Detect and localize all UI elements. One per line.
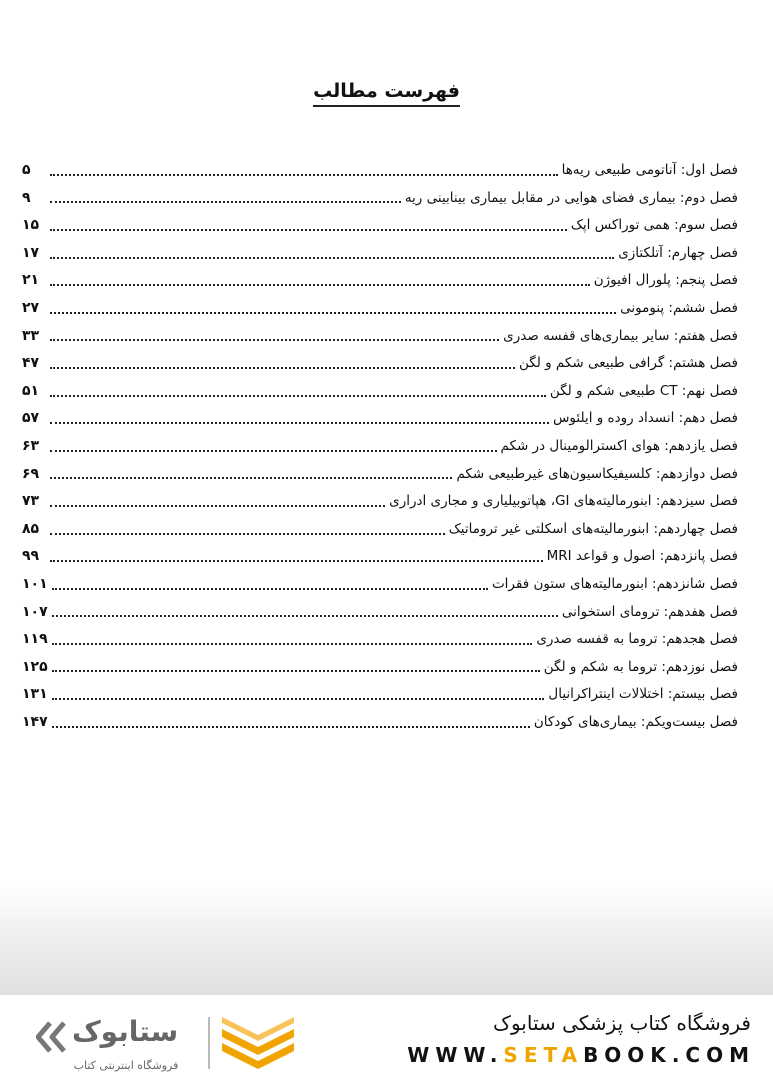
toc-chapter-title: فصل چهارم: آتلکتازی: [618, 244, 738, 261]
dot-leader: [50, 367, 515, 369]
toc-chapter-title: فصل یازدهم: هوای اکسترالومینال در شکم: [500, 437, 738, 454]
dot-leader: [50, 477, 452, 479]
toc-page-number: ۹: [22, 189, 31, 206]
toc-page-number: ۱۵: [22, 217, 40, 234]
toc-row[interactable]: [22, 516, 738, 544]
page-title: [0, 80, 773, 102]
toc-page-number: ۵۷: [22, 410, 40, 427]
url-part-highlight-1: SETA: [503, 1043, 584, 1067]
dot-leader: [52, 643, 533, 645]
logo-wordmark: ستابوک: [72, 1015, 179, 1048]
toc-chapter-title: فصل هفدهم: ترومای استخوانی: [561, 603, 738, 620]
toc-row[interactable]: [22, 185, 738, 213]
store-url[interactable]: [407, 1043, 755, 1067]
toc-chapter-title: فصل نهم: CT طبیعی شکم و لگن: [549, 382, 738, 399]
toc-chapter-title: فصل بیستم: اختلالات اینتراکرانیال: [548, 686, 738, 703]
toc-row[interactable]: [22, 405, 738, 433]
toc-page-number: ۵: [22, 162, 31, 178]
dot-leader: [50, 560, 543, 562]
dot-leader: [52, 698, 545, 700]
toc-chapter-title: فصل پنجم: پلورال افیوژن: [593, 272, 738, 289]
page-title-text: فهرست مطالب: [313, 80, 460, 107]
toc-chapter-title: فصل هشتم: گرافی طبیعی شکم و لگن: [518, 355, 738, 372]
toc-row[interactable]: [22, 654, 738, 682]
toc-chapter-title: فصل نوزدهم: تروما به شکم و لگن: [543, 658, 738, 675]
toc-page-number: ۱۲۵: [22, 658, 48, 675]
dot-leader: [50, 339, 499, 341]
logo-tagline: فروشگاه اینترنتی کتاب: [73, 1059, 179, 1072]
toc-chapter-title: فصل هجدهم: تروما به قفسه صدری: [536, 631, 738, 648]
toc-row[interactable]: [22, 212, 738, 240]
toc-row[interactable]: [22, 350, 738, 378]
toc-page-number: ۵۱: [22, 382, 40, 399]
toc-chapter-title: فصل هفتم: سایر بیماری‌های قفسه صدری: [503, 327, 738, 344]
dot-leader: [50, 395, 546, 397]
toc-page-number: ۶۳: [22, 437, 40, 454]
url-part-prefix: WWW.: [407, 1043, 504, 1067]
toc-row[interactable]: [22, 571, 738, 599]
toc-chapter-title: فصل سوم: همی توراکس اپک: [570, 217, 738, 234]
toc-page-number: ۱۳۱: [22, 686, 48, 703]
toc-page-number: ۹۹: [22, 548, 40, 565]
toc-page-number: ۱۰۷: [22, 603, 48, 620]
dot-leader: [50, 284, 590, 286]
toc-chapter-title: فصل پانزدهم: اصول و قواعد MRI: [546, 548, 738, 565]
toc-chapter-title: فصل دوم: بیماری فضای هوایی در مقابل بیماری بینابینی ریه: [404, 189, 738, 206]
toc-row[interactable]: [22, 295, 738, 323]
dot-leader: [52, 588, 488, 590]
page-shadow: [0, 880, 773, 995]
dot-leader: [50, 505, 385, 507]
toc-chapter-title: فصل دهم: انسداد روده و ایلئوس: [552, 410, 738, 427]
toc-row[interactable]: [22, 709, 738, 737]
toc-row[interactable]: [22, 378, 738, 406]
toc-page-number: ۱۱۹: [22, 631, 48, 648]
store-name: فروشگاه کتاب پزشکی ستابوک: [493, 1011, 751, 1035]
toc-page-number: ۷۳: [22, 493, 40, 510]
toc-chapter-title: فصل اول: آناتومی طبیعی ریه‌ها: [561, 162, 738, 178]
dot-leader: [50, 533, 445, 535]
toc-chapter-title: فصل ششم: پنومونی: [620, 299, 738, 316]
toc-page-number: ۱۴۷: [22, 713, 48, 730]
dot-leader: [52, 670, 540, 672]
toc-row[interactable]: [22, 323, 738, 351]
toc-chapter-title: فصل سیزدهم: ابنورمالیته‌های GI، هپاتوبیلیاری و مجاری ادراری: [389, 493, 738, 510]
toc-row[interactable]: [22, 543, 738, 571]
toc-chapter-title: فصل دوازدهم: کلسیفیکاسیون‌های غیرطبیعی شکم: [456, 465, 738, 482]
toc-row[interactable]: [22, 488, 738, 516]
url-part-suffix: .COM: [671, 1043, 755, 1067]
toc-chapter-title: فصل بیست‌ویکم: بیماری‌های کودکان: [533, 713, 738, 730]
toc-row[interactable]: [22, 240, 738, 268]
toc-page-number: ۸۵: [22, 520, 40, 537]
toc-row[interactable]: [22, 599, 738, 627]
toc-page-number: ۱۷: [22, 244, 40, 261]
dot-leader: [50, 229, 567, 231]
footer-banner: [0, 995, 773, 1080]
toc-row[interactable]: [22, 461, 738, 489]
dot-leader: [50, 174, 558, 176]
dot-leader: [52, 726, 530, 728]
toc-row[interactable]: [22, 681, 738, 709]
toc-row[interactable]: [22, 433, 738, 461]
url-part-middle: BOOK: [583, 1043, 672, 1067]
toc-row[interactable]: [22, 267, 738, 295]
dot-leader: [50, 312, 616, 314]
toc-row[interactable]: [22, 626, 738, 654]
toc-page-number: ۴۷: [22, 355, 40, 372]
toc-row[interactable]: [22, 157, 738, 185]
dot-leader: [50, 257, 614, 259]
setabook-logo: [36, 1015, 298, 1075]
toc-page-number: ۲۷: [22, 299, 40, 316]
dot-leader: [50, 450, 497, 452]
dot-leader: [50, 422, 549, 424]
toc-page-number: ۱۰۱: [22, 575, 48, 592]
table-of-contents: [22, 157, 738, 736]
dot-leader: [52, 615, 558, 617]
toc-page-number: ۳۳: [22, 327, 40, 344]
toc-page-number: ۶۹: [22, 465, 40, 482]
toc-chapter-title: فصل چهاردهم: ابنورمالیته‌های اسکلتی غیر تروماتیک: [448, 520, 738, 537]
toc-chapter-title: فصل شانزدهم: ابنورمالیته‌های ستون فقرات: [491, 575, 738, 592]
toc-page-number: ۲۱: [22, 272, 40, 289]
dot-leader: [50, 201, 401, 203]
